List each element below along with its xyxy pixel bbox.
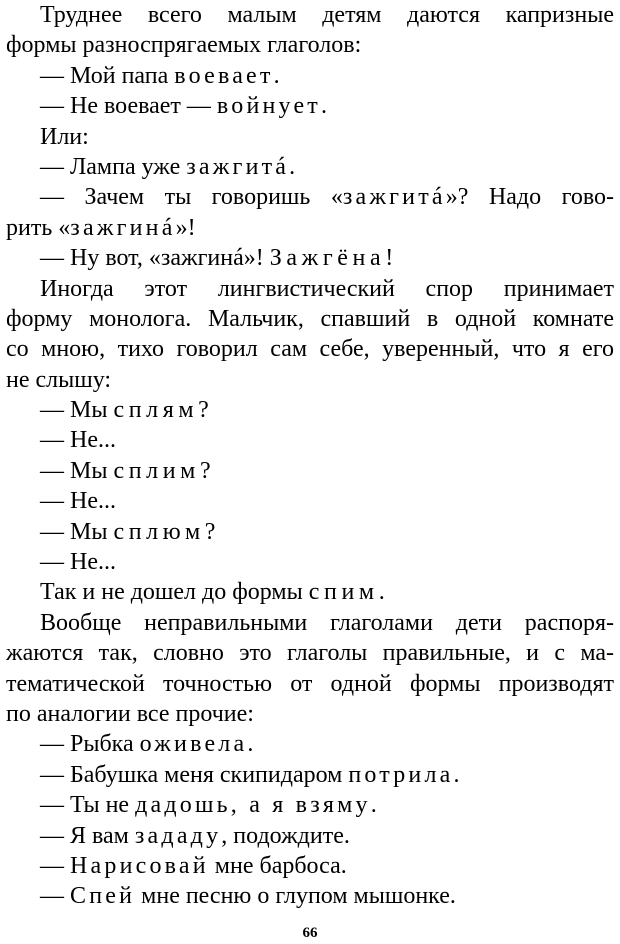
text-line: тематической точностью от одной формы производят <box>6 670 614 697</box>
text-line: — Я вам зададу, подождите. <box>40 822 350 849</box>
text-line: Так и не дошел до формы спим. <box>40 579 385 606</box>
text-line: — Мы сплюм? <box>40 518 216 545</box>
text-line: рить «зажгинá»! <box>6 214 196 241</box>
text-line: — Ну вот, «зажгинá»! Зажгёна! <box>40 245 394 272</box>
text-line: — Мы сплям? <box>40 397 209 424</box>
text-line: — Ты не дадошь, а я взяму. <box>40 792 377 819</box>
emphasized-word: воевает <box>174 62 274 89</box>
text-line: не слышу: <box>6 366 112 393</box>
text-line: — Мы сплим? <box>40 457 211 484</box>
text-line: — Не воевает — войнует. <box>40 93 327 120</box>
text-line: — Не... <box>40 427 116 454</box>
emphasized-word: потрила <box>348 761 454 788</box>
text-line: — Спей мне песню о глупом мышонке. <box>40 883 456 910</box>
text-line: — Лампа уже зажгитá. <box>40 153 296 180</box>
emphasized-word: дадошь, а я взяму <box>135 792 371 819</box>
emphasized-word: Нарисовай <box>70 852 209 879</box>
text-line: — Мой папа воевает. <box>40 62 280 89</box>
text-line: — Нарисовай мне барбоса. <box>40 852 347 879</box>
emphasized-word: зададу <box>134 822 222 849</box>
emphasized-word: Зажгёна <box>269 245 386 272</box>
text-line: Или: <box>40 123 89 150</box>
emphasized-word: сплим <box>113 457 200 484</box>
text-line: формы разноспрягаемых глаголов: <box>6 32 362 59</box>
emphasized-word: сплюм <box>113 518 205 545</box>
text-line: — Не... <box>40 488 116 515</box>
emphasized-word: спим <box>308 579 379 606</box>
emphasized-word: зажгинá <box>70 214 176 241</box>
text-line: Труднее всего малым детям даются капризные <box>40 2 614 28</box>
text-line: форму монолога. Мальчик, спавший в одной комнате <box>6 305 614 332</box>
page-number: 66 <box>302 925 318 941</box>
emphasized-word: сплям <box>113 397 199 424</box>
text-line: жаются так, словно это глаголы правильные, и с ма- <box>6 640 614 667</box>
text-line: — Рыбка оживела. <box>40 731 254 758</box>
emphasized-word: зажгитá <box>186 153 290 180</box>
text-line: по аналогии все прочие: <box>6 700 254 727</box>
text-line: — Не... <box>40 549 116 576</box>
emphasized-word: войнует <box>216 93 321 120</box>
emphasized-word: зажгитá <box>342 184 446 211</box>
page-text <box>6 0 614 912</box>
emphasized-word: Спей <box>70 883 136 910</box>
emphasized-word: оживела <box>139 731 248 758</box>
text-line: — Бабушка меня скипидаром потрила. <box>40 761 460 788</box>
text-line: Иногда этот лингвистический спор принимает <box>40 275 614 302</box>
text-line: Вообще неправильными глаголами дети распоря- <box>40 609 614 636</box>
text-line: со мною, тихо говорил сам себе, уверенный, что я его <box>6 336 614 363</box>
text-line: — Зачем ты говоришь «зажгитá»? Надо гово- <box>40 184 614 211</box>
